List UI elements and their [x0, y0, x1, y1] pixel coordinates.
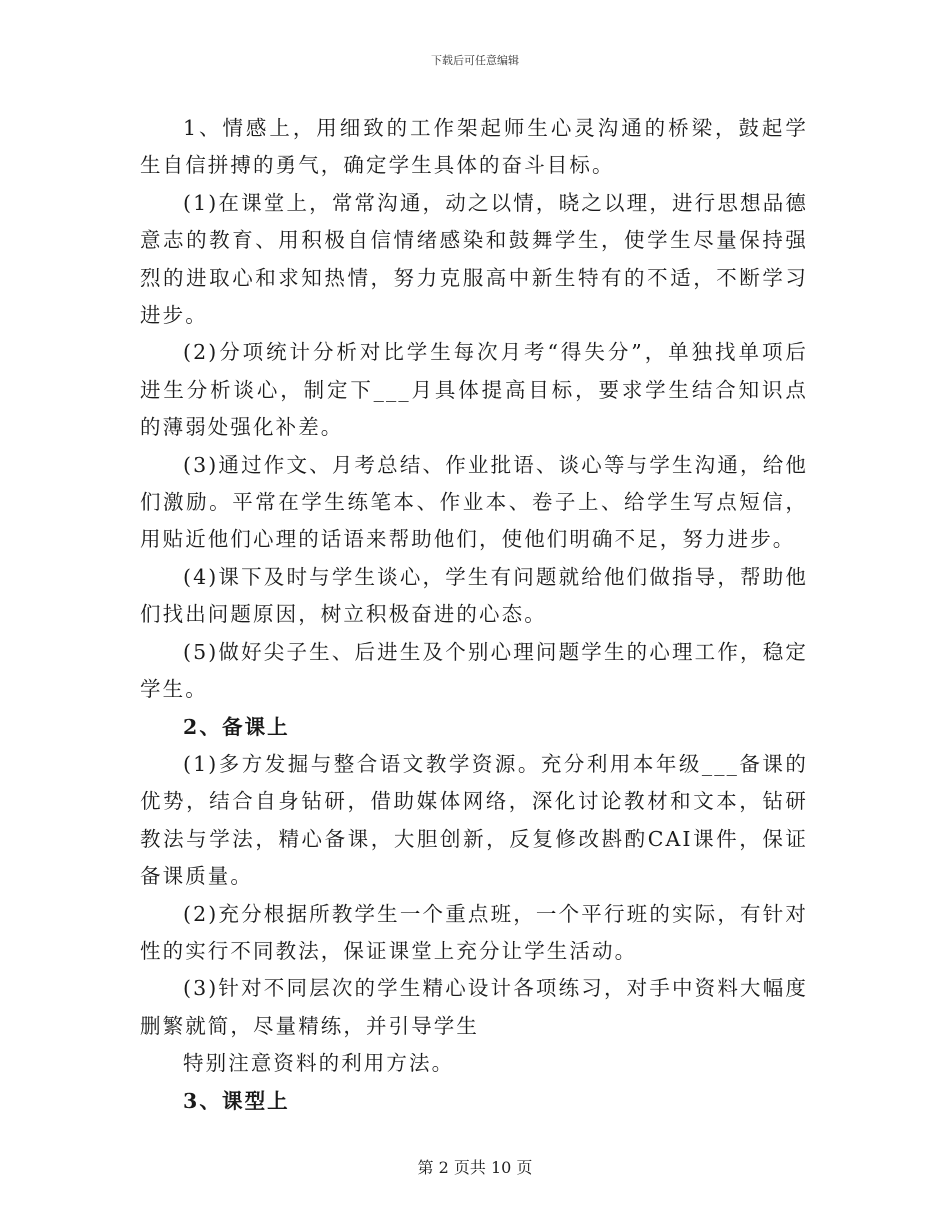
paragraph: (1)在课堂上，常常沟通，动之以情，晓之以理，进行思想品德意志的教育、用积极自信情绪感染和鼓舞学生，使学生尽量保持强烈的进取心和求知热情，努力克服高中新生特有的不适，不断学习进步。 — [140, 190, 808, 328]
paragraph: (2)充分根据所教学生一个重点班，一个平行班的实际，有针对性的实行不同教法，保证课堂上充分让学生活动。 — [140, 901, 808, 963]
paragraph: (2)分项统计分析对比学生每次月考“得失分”，单独找单项后进生分析谈心，制定下___月具体提高目标，要求学生结合知识点的薄弱处强化补差。 — [140, 340, 808, 440]
paragraph: 1、情感上，用细致的工作架起师生心灵沟通的桥梁，鼓起学生自信拼搏的勇气，确定学生具体的奋斗目标。 — [140, 116, 808, 178]
section-heading: 3、课型上 — [183, 1088, 290, 1113]
paragraph: (4)课下及时与学生谈心，学生有问题就给他们做指导，帮助他们找出问题原因，树立积极奋进的心态。 — [140, 564, 808, 627]
paragraph: (1)多方发掘与整合语文教学资源。充分利用本年级___备课的优势，结合自身钻研，借助媒体网络，深化讨论教材和文本，钻研教法与学法，精心备课，大胆创新，反复修改斟酌CAI课件，保证备课质量。 — [140, 751, 808, 889]
section-heading: 2、备课上 — [183, 714, 290, 739]
document-body — [140, 110, 808, 1120]
paragraph-continuation: 特别注意资料的利用方法。 — [183, 1051, 455, 1076]
page-header: 下载后可任意编辑 — [431, 54, 519, 67]
paragraph: (5)做好尖子生、后进生及个别心理问题学生的心理工作，稳定学生。 — [140, 639, 808, 702]
paragraph: (3)针对不同层次的学生精心设计各项练习，对手中资料大幅度删繁就简，尽量精练，并引导学生 — [140, 976, 808, 1038]
page-footer: 第 2 页共 10 页 — [417, 1158, 533, 1177]
paragraph: (3)通过作文、月考总结、作业批语、谈心等与学生沟通，给他们激励。平常在学生练笔本、作业本、卷子上、给学生写点短信，用贴近他们心理的话语来帮助他们，使他们明确不足，努力进步。 — [140, 452, 808, 552]
